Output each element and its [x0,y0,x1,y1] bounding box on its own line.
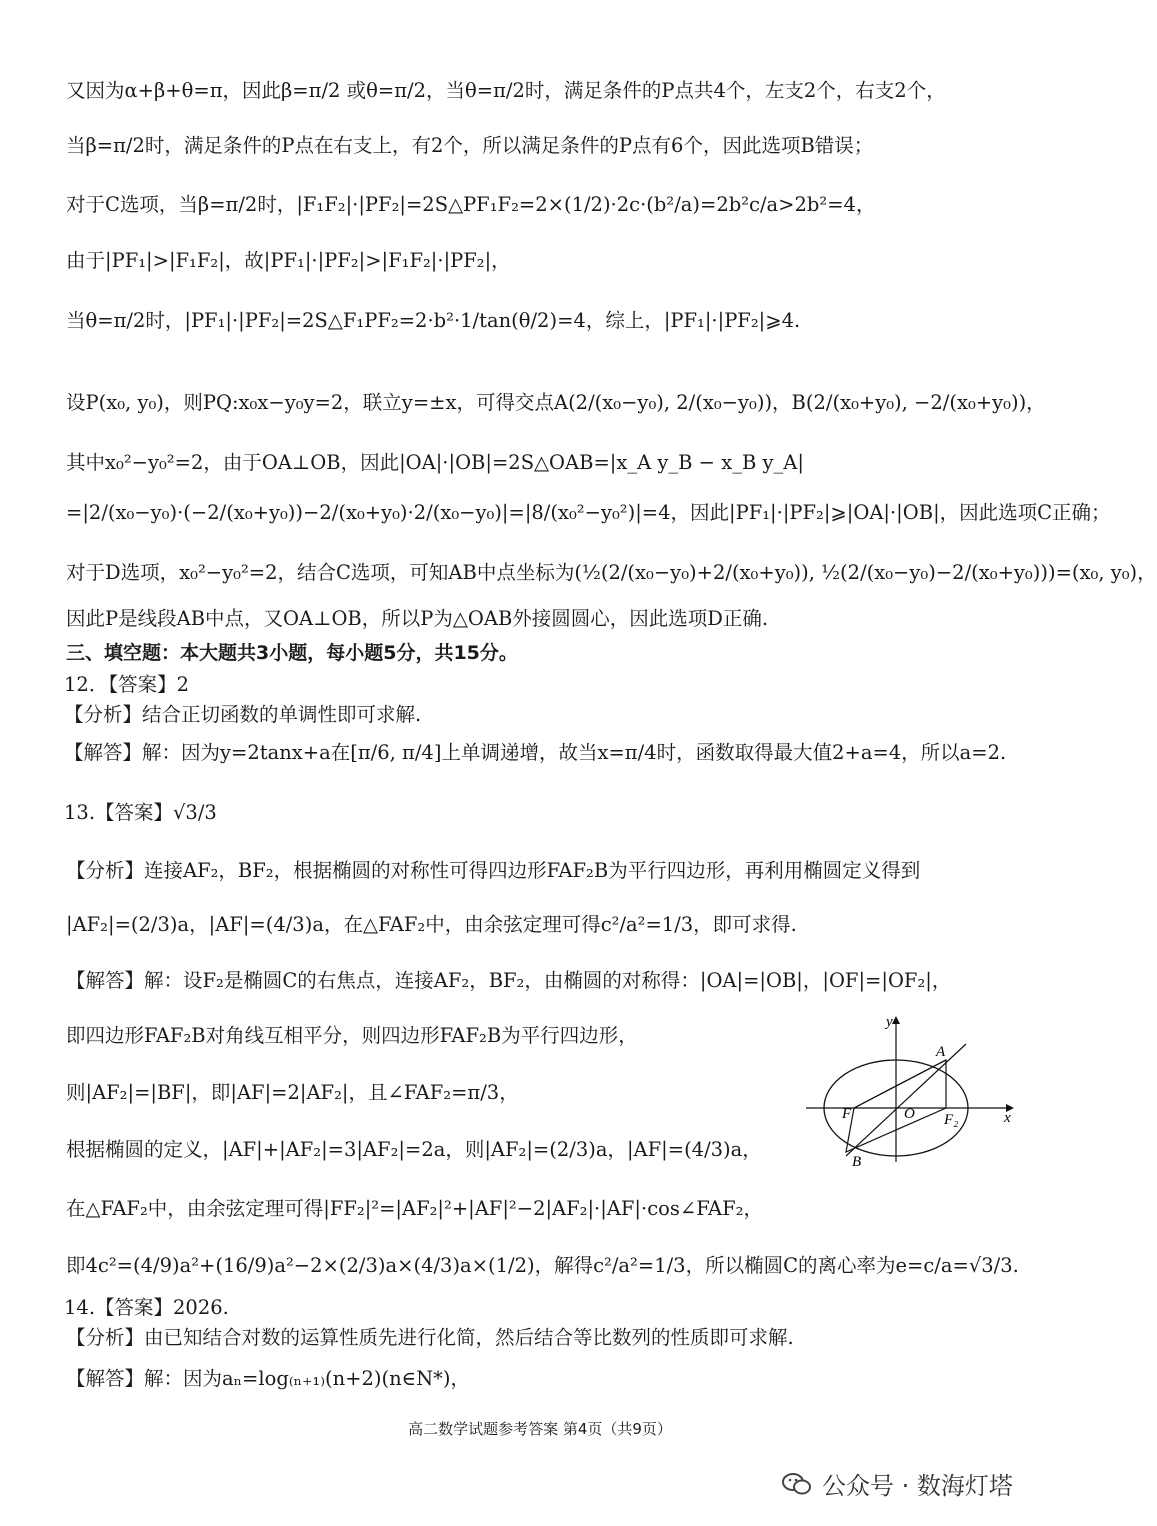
text-line: 【分析】结合正切函数的单调性即可求解. [64,703,422,726]
text-line: 【解答】解：因为aₙ=log₍ₙ₊₁₎(n+2)(n∈N*)， [66,1367,471,1390]
text-line: 【解答】解：因为y=2tanx+a在[π/6, π/4]上单调递增，故当x=π/4时，函数取得最大值2+a=4，所以a=2. [64,741,1007,764]
watermark [782,1466,1013,1501]
text-line: =|2/(x₀−y₀)·(−2/(x₀+y₀))−2/(x₀+y₀)·2/(x₀−y₀)|=|8/(x₀²−y₀²)|=4，因此|PF₁|·|PF₂|⩾|OA|·|OB|，因此选项C正确； [66,501,1111,524]
label-a: A [936,1044,946,1060]
label-f: F [842,1106,852,1122]
segment-f-a [854,1060,946,1108]
ellipse-diagram [800,1012,1020,1172]
text-line: 即四边形FAF₂B对角线互相平分，则四边形FAF₂B为平行四边形， [66,1024,638,1047]
text-line: 三、填空题：本大题共3小题，每小题5分，共15分。 [66,642,518,664]
text-line: |AF₂|=(2/3)a，|AF|=(4/3)a，在△FAF₂中，由余弦定理可得c²/a²=1/3，即可求得. [66,913,797,936]
text-line: 【分析】由已知结合对数的运算性质先进行化简，然后结合等比数列的性质即可求解. [66,1326,794,1349]
label-b: B [852,1154,862,1170]
text-line: 【分析】连接AF₂，BF₂，根据椭圆的对称性可得四边形FAF₂B为平行四边形，再利用椭圆定义得到 [66,859,921,882]
label-x: x [1004,1110,1011,1126]
wechat-icon [782,1472,812,1496]
text-line: 因此P是线段AB中点，又OA⊥OB，所以P为△OAB外接圆圆心，因此选项D正确. [66,607,769,630]
label-o: O [904,1106,915,1122]
text-line: 对于C选项，当β=π/2时，|F₁F₂|·|PF₂|=2S△PF₁F₂=2×(1/2)·2c·(b²/a)=2b²c/a>2b²=4， [66,193,876,216]
text-line: 【解答】解：设F₂是椭圆C的右焦点，连接AF₂，BF₂，由椭圆的对称得：|OA|=|OB|，|OF|=|OF₂|， [66,969,952,992]
text-line: 根据椭圆的定义，|AF|+|AF₂|=3|AF₂|=2a，则|AF₂|=(2/3)a，|AF|=(4/3)a， [66,1138,762,1161]
text-line: 又因为α+β+θ=π，因此β=π/2 或θ=π/2，当θ=π/2时，满足条件的P点共4个，左支2个，右支2个， [66,79,946,102]
text-line: 由于|PF₁|>|F₁F₂|，故|PF₁|·|PF₂|>|F₁F₂|·|PF₂|， [66,249,511,272]
label-f2: F₂ [944,1112,959,1128]
text-line: 设P(x₀, y₀)，则PQ:x₀x−y₀y=2，联立y=±x，可得交点A(2/(x₀−y₀), 2/(x₀−y₀))，B(2/(x₀+y₀), −2/(x₀+y₀))， [66,391,1046,414]
text-line: 当β=π/2时，满足条件的P点在右支上，有2个，所以满足条件的P点有6个，因此选项B错误； [66,134,874,157]
text-line: 12．【答案】2 [64,673,189,696]
text-line: 其中x₀²−y₀²=2，由于OA⊥OB，因此|OA|·|OB|=2S△OAB=|x_A y_B − x_B y_A| [66,451,804,474]
page-footer: 高二数学试题参考答案 第4页（共9页） [408,1420,672,1438]
text-line: 对于D选项，x₀²−y₀²=2，结合C选项，可知AB中点坐标为(½(2/(x₀−y₀)+2/(x₀+y₀)), ½(2/(x₀−y₀)−2/(x₀+y₀)))=(x₀, y₀)， [66,561,1157,584]
text-line: 当θ=π/2时，|PF₁|·|PF₂|=2S△F₁PF₂=2·b²·1/tan(θ/2)=4，综上，|PF₁|·|PF₂|⩾4. [66,309,801,332]
watermark-text: 公众号 · 数海灯塔 [822,1472,1013,1500]
text-line: 即4c²=(4/9)a²+(16/9)a²−2×(2/3)a×(4/3)a×(1/2)，解得c²/a²=1/3，所以椭圆C的离心率为e=c/a=√3/3. [66,1254,1019,1277]
text-line: 则|AF₂|=|BF|，即|AF|=2|AF₂|，且∠FAF₂=π/3， [66,1081,519,1104]
text-line: 13.【答案】√3/3 [64,801,217,824]
label-y: y [886,1014,893,1030]
text-line: 在△FAF₂中，由余弦定理可得|FF₂|²=|AF₂|²+|AF|²−2|AF₂|·|AF|·cos∠FAF₂， [66,1197,763,1220]
text-line: 14.【答案】2026. [64,1296,229,1319]
y-axis-arrow [892,1016,900,1024]
